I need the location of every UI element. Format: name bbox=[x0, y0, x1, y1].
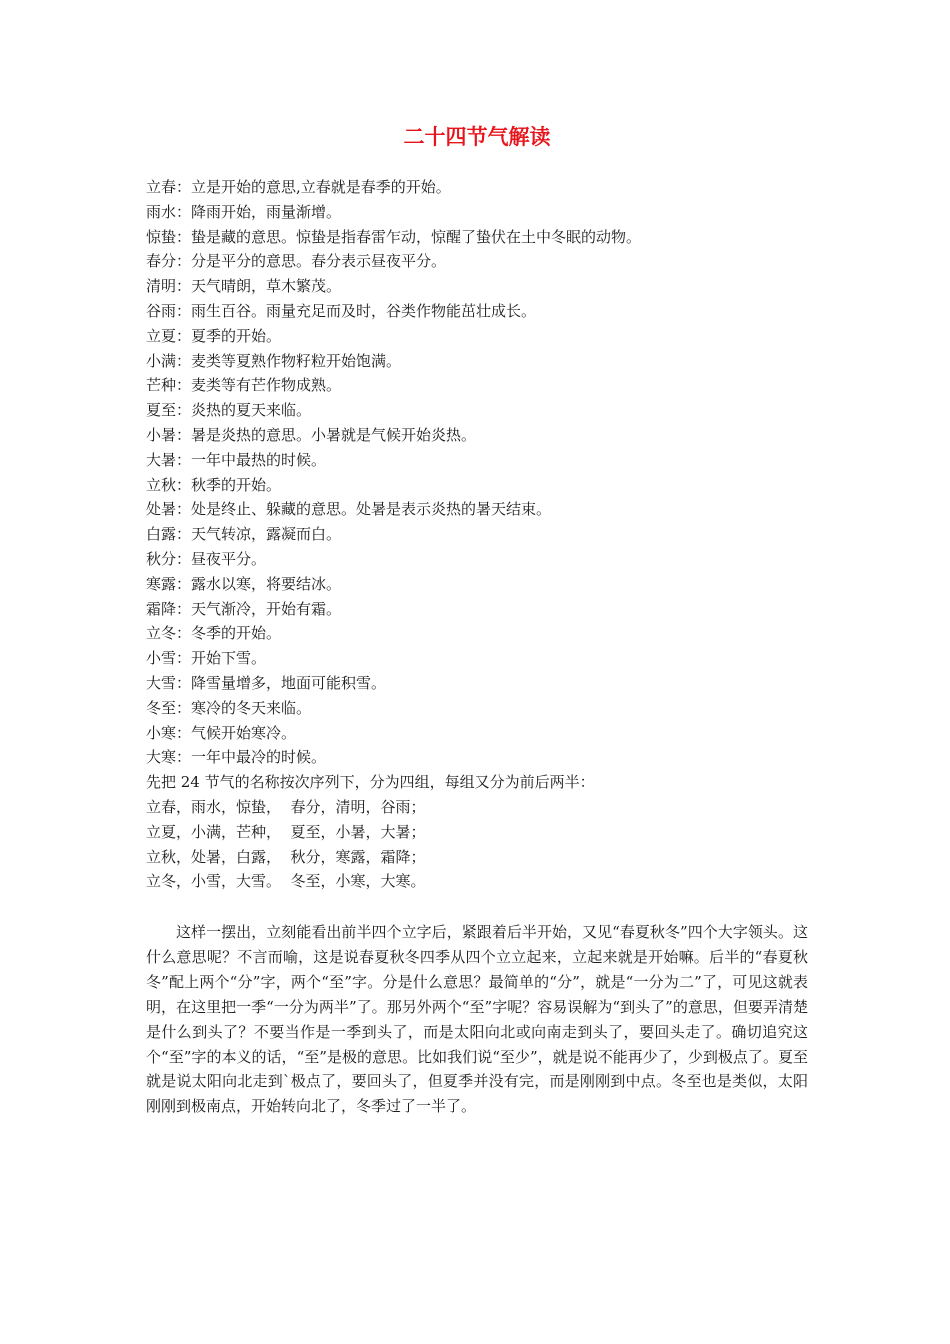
term-name: 立夏 bbox=[146, 326, 177, 345]
page-title: 二十四节气解读 bbox=[403, 124, 551, 149]
term-name: 秋分 bbox=[146, 549, 177, 568]
term-description: 昼夜平分。 bbox=[191, 549, 267, 568]
term-description: 一年中最冷的时候。 bbox=[191, 748, 327, 767]
list-item: 大暑：一年中最热的时候。 bbox=[146, 450, 327, 469]
term-name: 惊蛰 bbox=[146, 227, 177, 246]
list-item: 冬至：寒冷的冬天来临。 bbox=[146, 698, 312, 717]
term-name: 夏至 bbox=[146, 401, 177, 420]
term-name: 谷雨 bbox=[146, 301, 177, 320]
list-item: 秋分：昼夜平分。 bbox=[146, 549, 267, 568]
term-name: 寒露 bbox=[146, 574, 177, 593]
term-name: 小暑 bbox=[146, 425, 177, 444]
term-name: 小满 bbox=[146, 351, 177, 370]
list-item: 雨水：降雨开始，雨量渐增。 bbox=[146, 202, 342, 221]
list-item: 夏至：炎热的夏天来临。 bbox=[146, 401, 312, 420]
list-item: 处暑：处是终止、躲藏的意思。处暑是表示炎热的暑天结束。 bbox=[146, 500, 552, 519]
term-name: 冬至 bbox=[146, 698, 177, 717]
term-description: 天气晴朗，草木繁茂。 bbox=[191, 277, 342, 296]
term-name: 白露 bbox=[146, 525, 177, 544]
list-item: 春分：分是平分的意思。春分表示昼夜平分。 bbox=[146, 252, 447, 271]
term-description: 雨生百谷。雨量充足而及时，谷类作物能茁壮成长。 bbox=[191, 301, 537, 320]
term-description: 一年中最热的时候。 bbox=[191, 450, 327, 469]
list-item: 小满：麦类等夏熟作物籽粒开始饱满。 bbox=[146, 351, 402, 370]
term-name: 大暑 bbox=[146, 450, 177, 469]
term-description: 立是开始的意思,立春就是春季的开始。 bbox=[191, 178, 451, 196]
term-description: 开始下雪。 bbox=[191, 649, 267, 668]
term-description: 降雪量增多，地面可能积雪。 bbox=[191, 673, 387, 692]
term-description: 麦类等夏熟作物籽粒开始饱满。 bbox=[191, 351, 402, 370]
term-description: 露水以寒，将要结冰。 bbox=[191, 574, 342, 593]
term-description: 分是平分的意思。春分表示昼夜平分。 bbox=[191, 252, 447, 271]
term-description: 天气渐冷，开始有霜。 bbox=[191, 599, 342, 618]
list-item: 小暑：暑是炎热的意思。小暑就是气候开始炎热。 bbox=[146, 425, 477, 444]
term-description: 蛰是藏的意思。惊蛰是指春雷乍动，惊醒了蛰伏在土中冬眠的动物。 bbox=[191, 227, 642, 246]
term-description: 暑是炎热的意思。小暑就是气候开始炎热。 bbox=[191, 425, 477, 444]
term-description: 秋季的开始。 bbox=[191, 475, 282, 494]
term-name: 大寒 bbox=[146, 748, 177, 767]
list-item: 小雪：开始下雪。 bbox=[146, 649, 267, 668]
list-item: 立秋：秋季的开始。 bbox=[146, 475, 282, 494]
term-name: 清明 bbox=[146, 277, 177, 296]
term-description: 麦类等有芒作物成熟。 bbox=[191, 376, 342, 395]
term-name: 春分 bbox=[146, 252, 177, 271]
explanation-paragraph: 这样一摆出，立刻能看出前半四个立字后，紧跟着后半开始，又见“春夏秋冬”四个大字领头。这什么意思呢？不言而喻，这是说春夏秋冬四季从四个立立起来，立起来就是开始嘛。后半的“春夏秋冬”配上两个“分”字，两个“至”字。分是什么意思？最简单的“分”，就是“一分为二”了，可见这就表明，在这里把一季“一分为两半”了。那另外两个“至”字呢？容易误解为“到头了”的意思，但要弄清楚是什么到头了？不要当作是一季到头了，而是太阳向北或向南走到头了，要回头走了。确切追究这个“至”字的本义的话，“至”是极的意思。比如我们说“至少”，就是说不能再少了，少到极点了。夏至就是说太阳向北走到`极点了，要回头了，但夏季并没有完，而是刚刚到中点。冬至也是类似，太阳刚刚到极南点，开始转向北了，冬季过了一半了。 bbox=[146, 923, 808, 1116]
solar-terms-list bbox=[146, 175, 808, 894]
term-description: 炎热的夏天来临。 bbox=[191, 401, 312, 420]
group-line: 立春，雨水，惊蛰， 春分，清明，谷雨； bbox=[146, 797, 426, 816]
list-item: 芒种：麦类等有芒作物成熟。 bbox=[146, 376, 342, 395]
intro-line: 先把 24 节气的名称按次序列下，分为四组，每组又分为前后两半： bbox=[146, 773, 595, 792]
list-item: 白露：天气转凉，露凝而白。 bbox=[146, 525, 342, 544]
term-name: 立秋 bbox=[146, 475, 177, 494]
term-description: 夏季的开始。 bbox=[191, 326, 282, 345]
group-line: 立冬，小雪，大雪。 冬至，小寒，大寒。 bbox=[146, 872, 426, 891]
term-name: 立春 bbox=[146, 178, 177, 196]
group-line: 立秋，处暑，白露， 秋分，寒露，霜降； bbox=[146, 847, 426, 866]
term-name: 大雪 bbox=[146, 673, 177, 692]
term-description: 气候开始寒冷。 bbox=[191, 723, 297, 742]
term-name: 小雪 bbox=[146, 649, 177, 668]
list-item: 寒露：露水以寒，将要结冰。 bbox=[146, 574, 342, 593]
list-item: 小寒：气候开始寒冷。 bbox=[146, 723, 297, 742]
list-item: 立夏：夏季的开始。 bbox=[146, 326, 282, 345]
list-item: 大雪：降雪量增多，地面可能积雪。 bbox=[146, 673, 387, 692]
term-name: 雨水 bbox=[146, 202, 177, 221]
list-item: 立冬：冬季的开始。 bbox=[146, 624, 282, 643]
term-description: 处是终止、躲藏的意思。处暑是表示炎热的暑天结束。 bbox=[191, 500, 552, 519]
list-item: 惊蛰：蛰是藏的意思。惊蛰是指春雷乍动，惊醒了蛰伏在土中冬眠的动物。 bbox=[146, 227, 642, 246]
list-item: 立春：立是开始的意思,立春就是春季的开始。 bbox=[146, 178, 451, 196]
term-name: 芒种 bbox=[146, 376, 177, 395]
term-description: 寒冷的冬天来临。 bbox=[191, 698, 312, 717]
list-item: 霜降：天气渐冷，开始有霜。 bbox=[146, 599, 342, 618]
list-item: 清明：天气晴朗，草木繁茂。 bbox=[146, 277, 342, 296]
group-line: 立夏，小满，芒种， 夏至，小暑，大暑； bbox=[146, 822, 426, 841]
list-item: 谷雨：雨生百谷。雨量充足而及时，谷类作物能茁壮成长。 bbox=[146, 301, 537, 320]
term-name: 处暑 bbox=[146, 500, 177, 519]
term-description: 天气转凉，露凝而白。 bbox=[191, 525, 342, 544]
term-name: 霜降 bbox=[146, 599, 177, 618]
term-name: 小寒 bbox=[146, 723, 177, 742]
list-item: 大寒：一年中最冷的时候。 bbox=[146, 748, 327, 767]
term-description: 冬季的开始。 bbox=[191, 624, 282, 643]
term-name: 立冬 bbox=[146, 624, 177, 643]
term-description: 降雨开始，雨量渐增。 bbox=[191, 202, 342, 221]
